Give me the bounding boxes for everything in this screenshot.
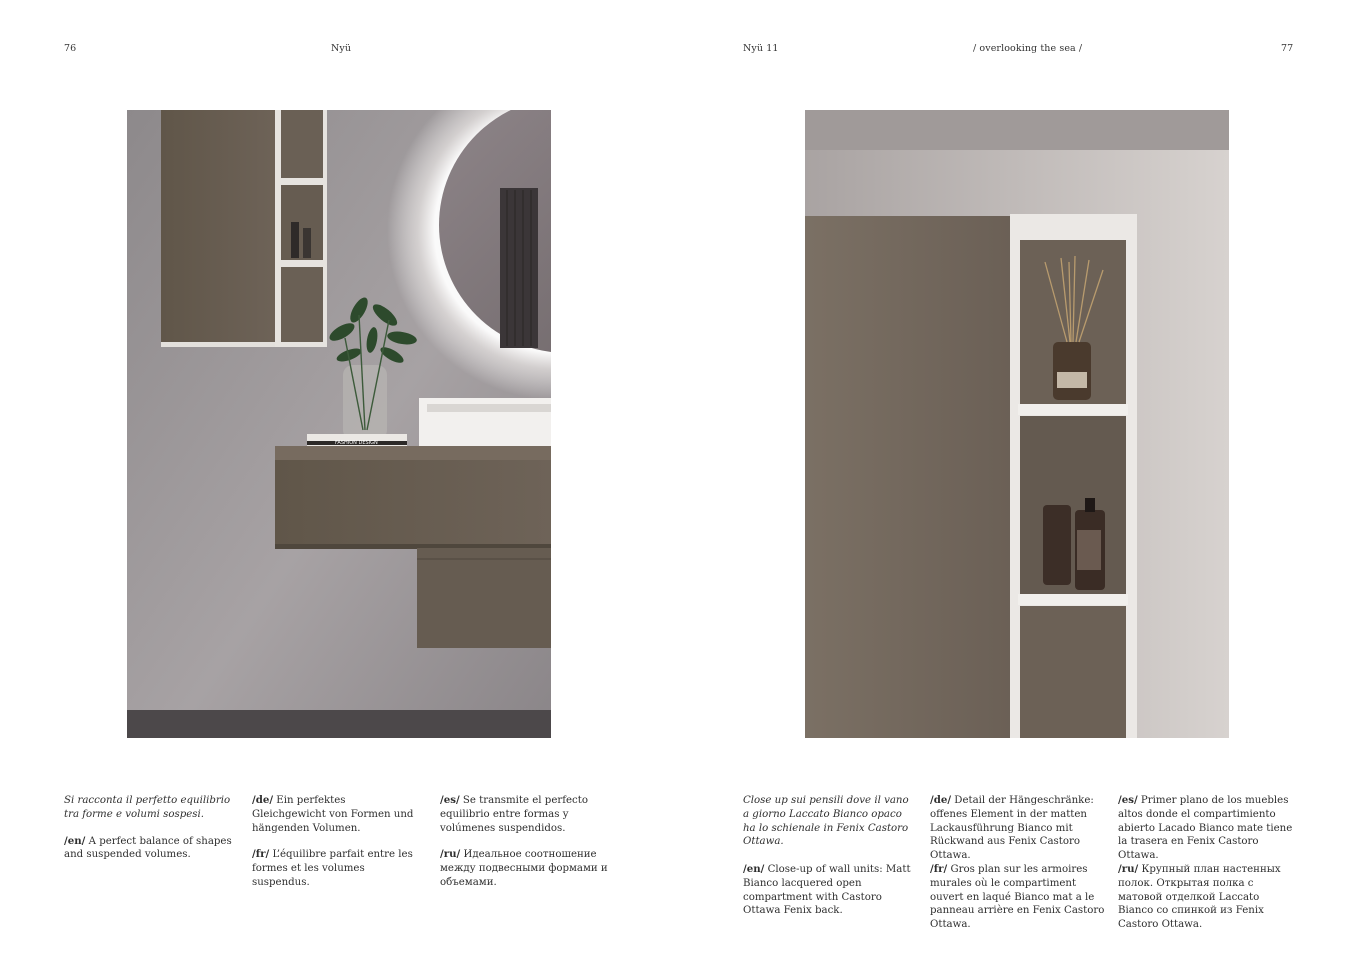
lang-code-es: /es/ [440, 794, 460, 806]
lang-code-ru-right: /ru/ [1118, 863, 1139, 875]
caption-russian-text: Идеальное соотношение между подвесными формами и объемами. [440, 849, 608, 888]
caption-german [252, 794, 420, 835]
caption-column-de-fr [252, 794, 420, 890]
caption-english-right [743, 863, 911, 918]
lang-code-fr: /fr/ [252, 848, 270, 861]
caption-column-it-en [64, 794, 232, 862]
collection-name: Nyü [331, 43, 352, 54]
caption-german-right-text: Detail der Hängeschränke: offenes Element in der matten Lackausführung Bianco mit Rückwand aus Fenix Castoro Ottawa. [930, 795, 1094, 862]
wall-unit-closeup-photo [805, 110, 1229, 738]
caption-column-it-en-right [743, 794, 911, 918]
lang-code-ru: /ru/ [440, 848, 461, 861]
model-name: Nyü 11 [743, 43, 779, 54]
caption-column-es-ru [440, 794, 620, 890]
caption-italian-right: Close up sui pensili dove il vano a giorno Laccato Bianco opaco ha lo schienale in Fenix Castoro Ottawa. [743, 795, 909, 848]
page-number-right: 77 [1281, 43, 1294, 54]
lang-code-de-right: /de/ [930, 794, 952, 806]
caption-french-right-text: Gros plan sur les armoires murales où le compartiment ouvert en laqué Bianco mat a le panneau arrière en Fenix Castoro Ottawa. [930, 864, 1105, 931]
lang-code-es-right: /es/ [1118, 794, 1138, 806]
caption-english-text: A perfect balance of shapes and suspended volumes. [64, 835, 232, 861]
caption-french [252, 848, 420, 889]
caption-german-text: Ein perfektes Gleichgewicht von Formen und hängenden Volumen. [252, 795, 414, 834]
lang-code-en-right: /en/ [743, 863, 765, 875]
caption-russian-right-text: Крупный план настенных полок. Открытая полка с матовой отделкой Laccato Bianco со спинкой из Fenix Castoro Ottawa. [1118, 864, 1281, 931]
caption-german-right [930, 794, 1108, 863]
lang-code-de: /de/ [252, 794, 274, 806]
caption-french-right [930, 863, 1108, 932]
caption-column-es-ru-right [1118, 794, 1294, 932]
caption-italian: Si racconta il perfetto equilibrio tra forme e volumi sospesi. [64, 795, 231, 820]
caption-english [64, 835, 232, 863]
caption-spanish [440, 794, 620, 835]
caption-english-right-text: Close-up of wall units: Matt Bianco lacquered open compartment with Castoro Ottawa Fenix back. [743, 864, 911, 917]
caption-column-de-fr-right [930, 794, 1108, 932]
caption-french-text: L’équilibre parfait entre les formes et les volumes suspendus. [252, 849, 413, 888]
bathroom-vanity-photo [127, 110, 551, 738]
caption-spanish-right-text: Primer plano de los muebles altos donde el compartimiento abierto Lacado Bianco mate tiene la trasera en Fenix Castoro Ottawa. [1118, 795, 1293, 862]
caption-spanish-right [1118, 794, 1294, 863]
lang-code-en: /en/ [64, 834, 86, 847]
caption-russian-right [1118, 863, 1294, 932]
lang-code-fr-right: /fr/ [930, 863, 948, 875]
caption-russian [440, 848, 620, 889]
page-subtitle: / overlooking the sea / [973, 43, 1083, 54]
caption-spanish-text: Se transmite el perfecto equilibrio entre formas y volúmenes suspendidos. [440, 795, 588, 834]
book-title: FASHION DESIGN [335, 440, 378, 446]
page-number-left: 76 [64, 43, 77, 54]
